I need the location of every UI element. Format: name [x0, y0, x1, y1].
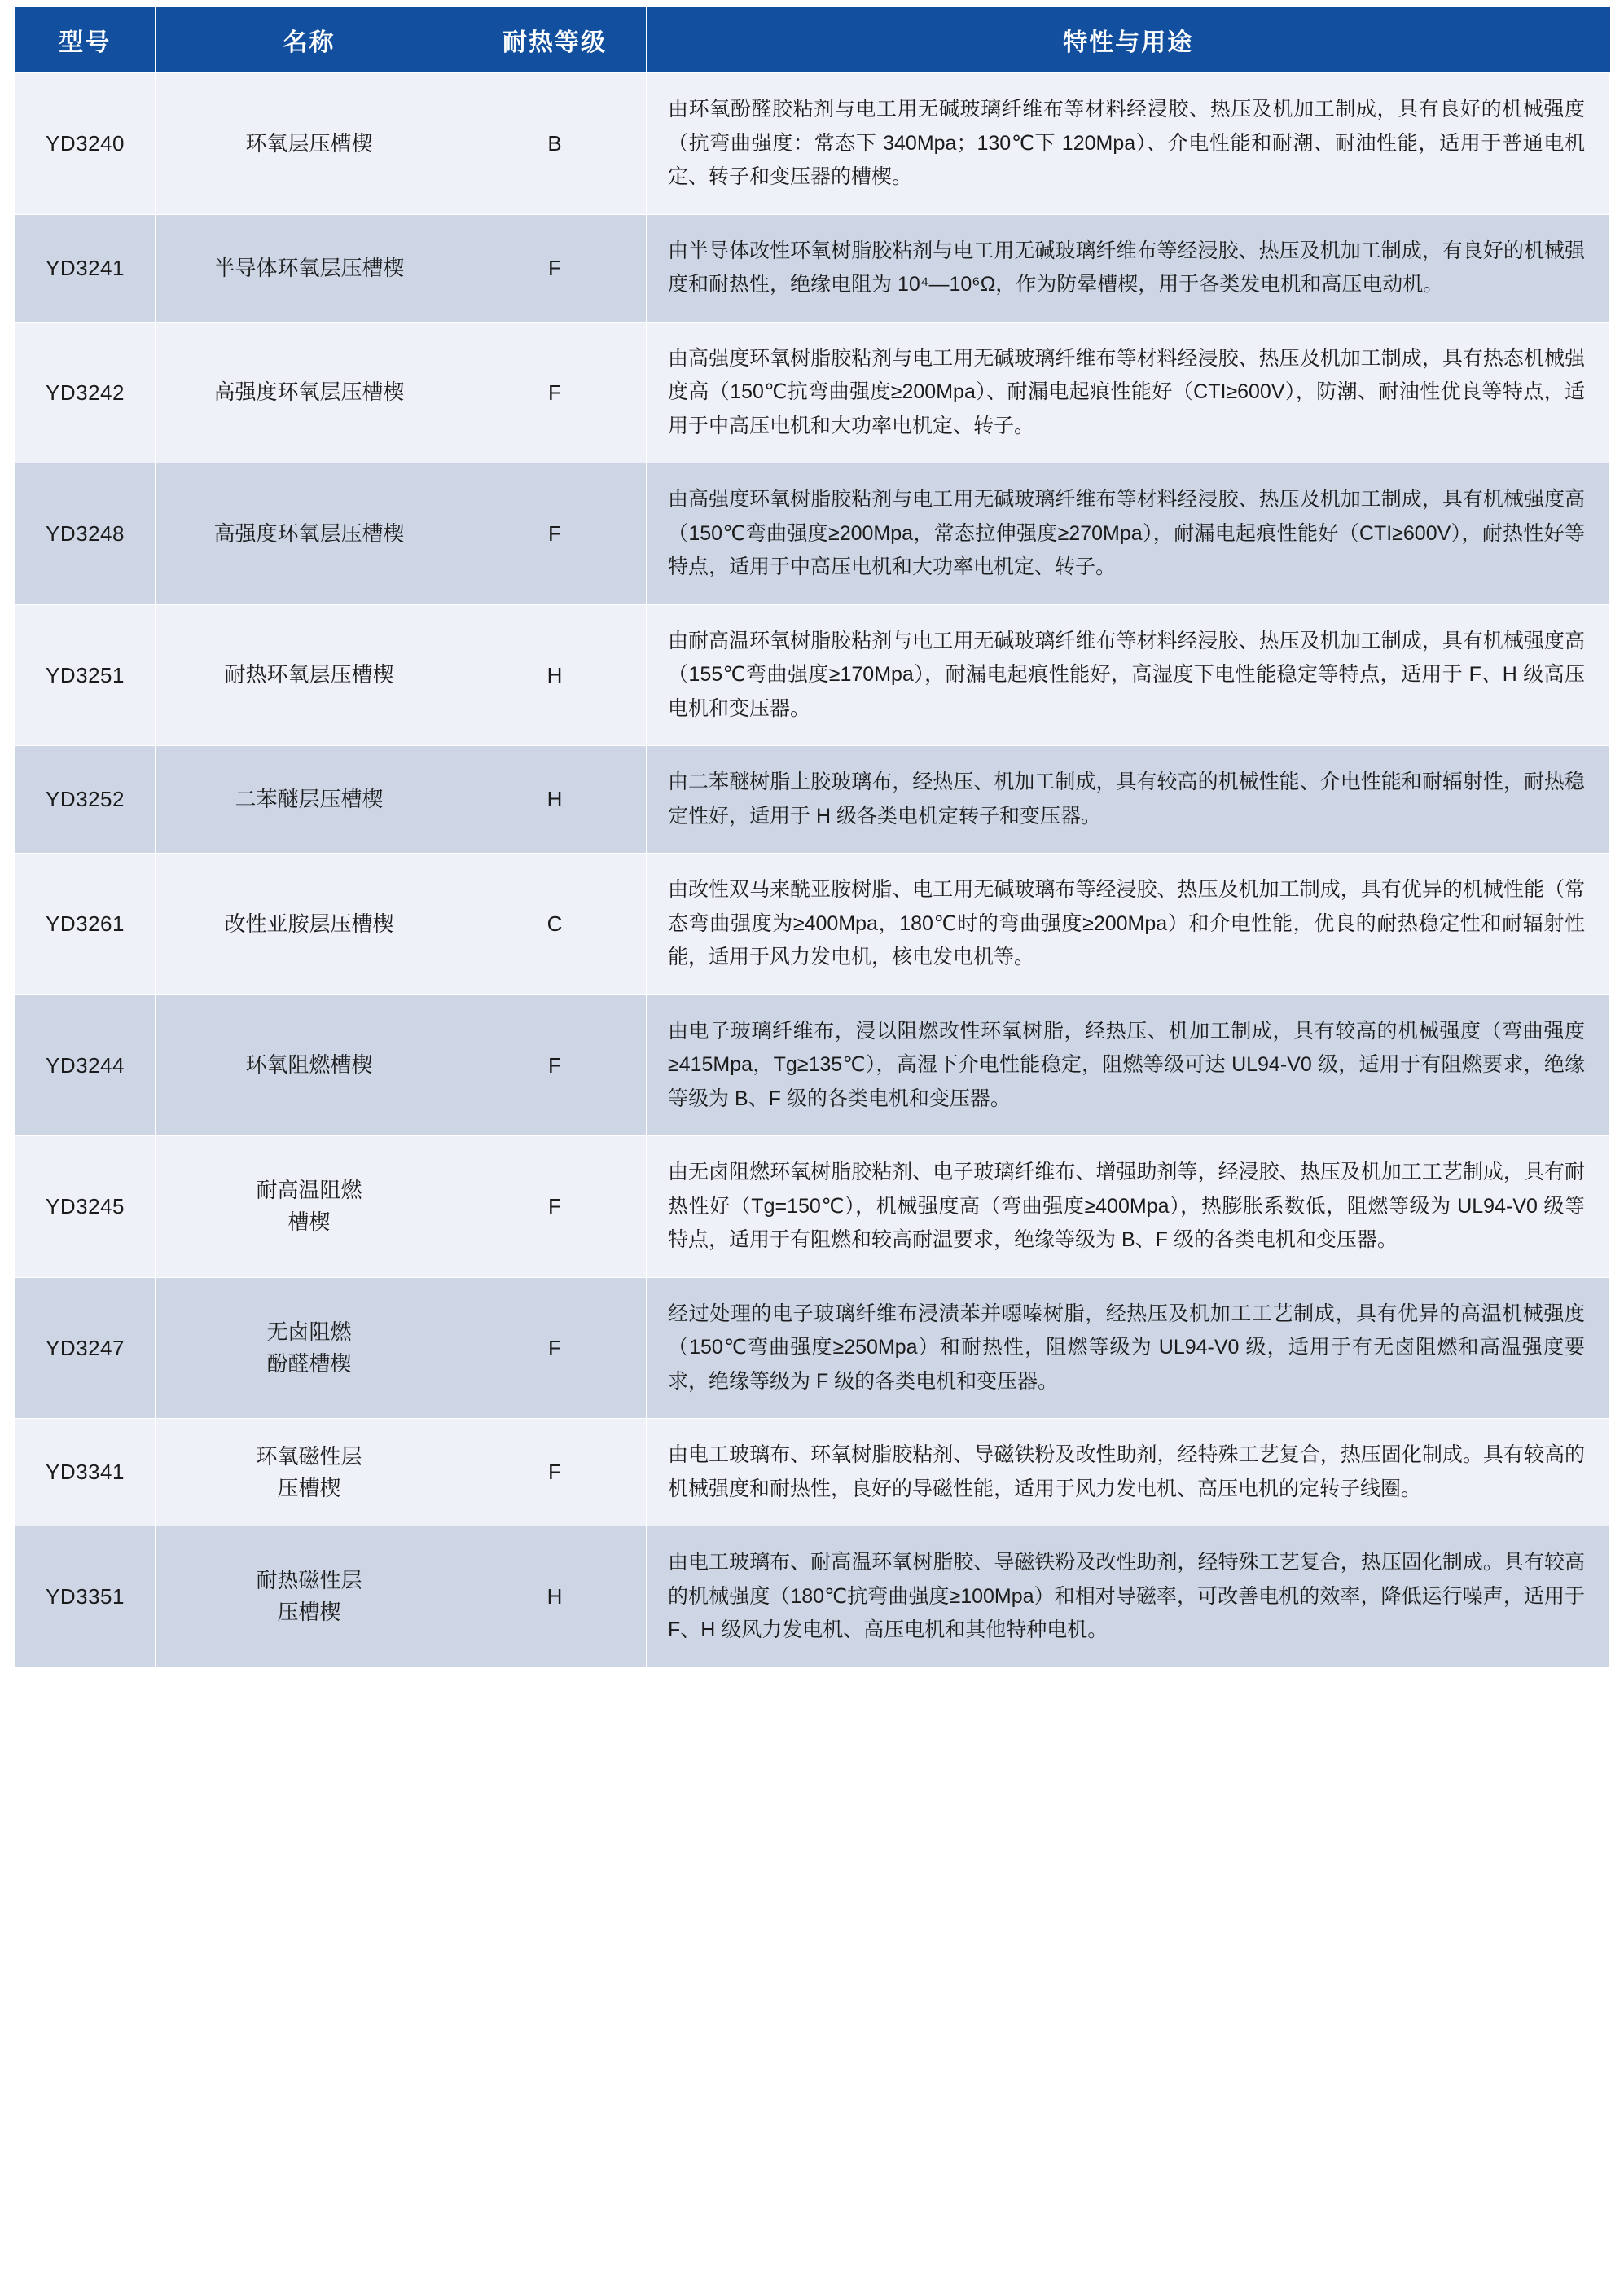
- cell-heat-grade: C: [463, 854, 647, 995]
- column-header-features-uses: 特性与用途: [647, 7, 1610, 73]
- cell-heat-grade: F: [463, 322, 647, 463]
- table-row: [15, 1419, 1610, 1526]
- table-row: [15, 994, 1610, 1136]
- cell-description: 由半导体改性环氧树脂胶粘剂与电工用无碱玻璃纤维布等经浸胶、热压及机加工制成，有良好的机械强度和耐热性，绝缘电阻为 10⁴—10⁶Ω，作为防晕槽楔，用于各类发电机和高压电动机。: [647, 214, 1610, 322]
- cell-heat-grade: B: [463, 73, 647, 215]
- cell-heat-grade: F: [463, 1136, 647, 1278]
- cell-name: [156, 73, 463, 215]
- cell-name: [156, 1277, 463, 1419]
- cell-name-line: 二苯醚层压槽楔: [235, 787, 384, 811]
- cell-name-line: 耐高温阻燃: [256, 1178, 362, 1203]
- table-row: [15, 463, 1610, 605]
- cell-description: 由电工玻璃布、耐高温环氧树脂胶、导磁铁粉及改性助剂，经特殊工艺复合，热压固化制成。具有较高的机械强度（180℃抗弯曲强度≥100Mpa）和相对导磁率，可改善电机的效率，降低运行噪声，适用于 F、H 级风力发电机、高压电机和其他特种电机。: [647, 1526, 1610, 1668]
- cell-name: [156, 746, 463, 854]
- column-header-heat-grade: 耐热等级: [463, 7, 647, 73]
- cell-description: 由二苯醚树脂上胶玻璃布，经热压、机加工制成，具有较高的机械性能、介电性能和耐辐射性，耐热稳定性好，适用于 H 级各类电机定转子和变压器。: [647, 746, 1610, 854]
- cell-name-line: 耐热磁性层: [256, 1568, 362, 1593]
- table-row: [15, 854, 1610, 995]
- cell-name-line: 槽楔: [287, 1210, 331, 1235]
- cell-heat-grade: F: [463, 1277, 647, 1419]
- cell-name: [156, 1136, 463, 1278]
- cell-model: YD3247: [15, 1277, 156, 1419]
- cell-name-line: 压槽楔: [277, 1475, 341, 1500]
- cell-description: 由改性双马来酰亚胺树脂、电工用无碱玻璃布等经浸胶、热压及机加工制成，具有优异的机械性能（常态弯曲强度为≥400Mpa，180℃时的弯曲强度≥200Mpa）和介电性能，优良的耐热稳定性和耐辐射性能，适用于风力发电机，核电发电机等。: [647, 854, 1610, 995]
- cell-name-line: 耐热环氧层压槽楔: [224, 662, 394, 687]
- cell-name-line: 环氧阻燃槽楔: [245, 1052, 373, 1078]
- cell-name-line: 无卤阻燃: [266, 1319, 352, 1344]
- cell-model: YD3341: [15, 1419, 156, 1526]
- cell-heat-grade: F: [463, 994, 647, 1136]
- cell-heat-grade: H: [463, 604, 647, 746]
- product-spec-table: [15, 7, 1610, 1668]
- table-row: [15, 604, 1610, 746]
- cell-model: YD3245: [15, 1136, 156, 1278]
- table-row: [15, 322, 1610, 463]
- cell-name: [156, 322, 463, 463]
- cell-model: YD3241: [15, 214, 156, 322]
- cell-name-line: 高强度环氧层压槽楔: [213, 380, 405, 405]
- table-row: [15, 1526, 1610, 1668]
- cell-name-line: 压槽楔: [277, 1600, 341, 1625]
- column-header-model: 型号: [15, 7, 156, 73]
- cell-name-line: 环氧层压槽楔: [245, 130, 373, 156]
- table-row: [15, 1277, 1610, 1419]
- cell-name: [156, 463, 463, 605]
- cell-description: 由无卤阻燃环氧树脂胶粘剂、电子玻璃纤维布、增强助剂等，经浸胶、热压及机加工工艺制成，具有耐热性好（Tg=150℃），机械强度高（弯曲强度≥400Mpa），热膨胀系数低，阻燃等级为 UL94-V0 级等特点，适用于有阻燃和较高耐温要求，绝缘等级为 B、F 级的各类电机和变压器。: [647, 1136, 1610, 1278]
- cell-name: [156, 1419, 463, 1526]
- cell-description: 由高强度环氧树脂胶粘剂与电工用无碱玻璃纤维布等材料经浸胶、热压及机加工制成，具有热态机械强度高（150℃抗弯曲强度≥200Mpa）、耐漏电起痕性能好（CTI≥600V），防潮、耐油性优良等特点，适用于中高压电机和大功率电机定、转子。: [647, 322, 1610, 463]
- cell-model: YD3240: [15, 73, 156, 215]
- cell-name: [156, 214, 463, 322]
- cell-name: [156, 1526, 463, 1668]
- cell-heat-grade: H: [463, 1526, 647, 1668]
- cell-model: YD3252: [15, 746, 156, 854]
- table-header: [15, 7, 1610, 73]
- cell-model: YD3251: [15, 604, 156, 746]
- cell-name-line: 改性亚胺层压槽楔: [224, 911, 394, 936]
- table-row: [15, 746, 1610, 854]
- cell-name-line: 环氧磁性层: [256, 1443, 362, 1469]
- table-body: [15, 73, 1610, 1668]
- cell-model: YD3351: [15, 1526, 156, 1668]
- cell-name-line: 高强度环氧层压槽楔: [213, 520, 405, 546]
- cell-heat-grade: F: [463, 214, 647, 322]
- column-header-name: 名称: [156, 7, 463, 73]
- cell-model: YD3248: [15, 463, 156, 605]
- cell-name: [156, 604, 463, 746]
- cell-description: 由耐高温环氧树脂胶粘剂与电工用无碱玻璃纤维布等材料经浸胶、热压及机加工制成，具有机械强度高（155℃弯曲强度≥170Mpa），耐漏电起痕性能好，高湿度下电性能稳定等特点，适用于 F、H 级高压电机和变压器。: [647, 604, 1610, 746]
- cell-heat-grade: F: [463, 463, 647, 605]
- cell-description: 由电子玻璃纤维布，浸以阻燃改性环氧树脂，经热压、机加工制成，具有较高的机械强度（弯曲强度≥415Mpa，Tg≥135℃），高湿下介电性能稳定，阻燃等级可达 UL94-V0 级，适用于有阻燃要求，绝缘等级为 B、F 级的各类电机和变压器。: [647, 994, 1610, 1136]
- cell-model: YD3242: [15, 322, 156, 463]
- cell-model: YD3244: [15, 994, 156, 1136]
- table-row: [15, 1136, 1610, 1278]
- cell-model: YD3261: [15, 854, 156, 995]
- cell-heat-grade: F: [463, 1419, 647, 1526]
- header-row: [15, 7, 1610, 73]
- cell-description: 由电工玻璃布、环氧树脂胶粘剂、导磁铁粉及改性助剂，经特殊工艺复合，热压固化制成。具有较高的机械强度和耐热性，良好的导磁性能，适用于风力发电机、高压电机的定转子线圈。: [647, 1419, 1610, 1526]
- cell-name-line: 半导体环氧层压槽楔: [213, 255, 405, 280]
- cell-description: 经过处理的电子玻璃纤维布浸渍苯并噁嗪树脂，经热压及机加工工艺制成，具有优异的高温机械强度（150℃弯曲强度≥250Mpa）和耐热性，阻燃等级为 UL94-V0 级，适用于有无卤阻燃和高温强度要求，绝缘等级为 F 级的各类电机和变压器。: [647, 1277, 1610, 1419]
- cell-description: 由高强度环氧树脂胶粘剂与电工用无碱玻璃纤维布等材料经浸胶、热压及机加工制成，具有机械强度高（150℃弯曲强度≥200Mpa，常态拉伸强度≥270Mpa），耐漏电起痕性能好（CTI≥600V），耐热性好等特点，适用于中高压电机和大功率电机定、转子。: [647, 463, 1610, 605]
- table-row: [15, 73, 1610, 215]
- cell-name: [156, 854, 463, 995]
- cell-heat-grade: H: [463, 746, 647, 854]
- cell-description: 由环氧酚醛胶粘剂与电工用无碱玻璃纤维布等材料经浸胶、热压及机加工制成，具有良好的机械强度（抗弯曲强度：常态下 340Mpa；130℃下 120Mpa）、介电性能和耐潮、耐油性能，适用于普通电机定、转子和变压器的槽楔。: [647, 73, 1610, 215]
- cell-name: [156, 994, 463, 1136]
- table-row: [15, 214, 1610, 322]
- cell-name-line: 酚醛槽楔: [266, 1350, 352, 1376]
